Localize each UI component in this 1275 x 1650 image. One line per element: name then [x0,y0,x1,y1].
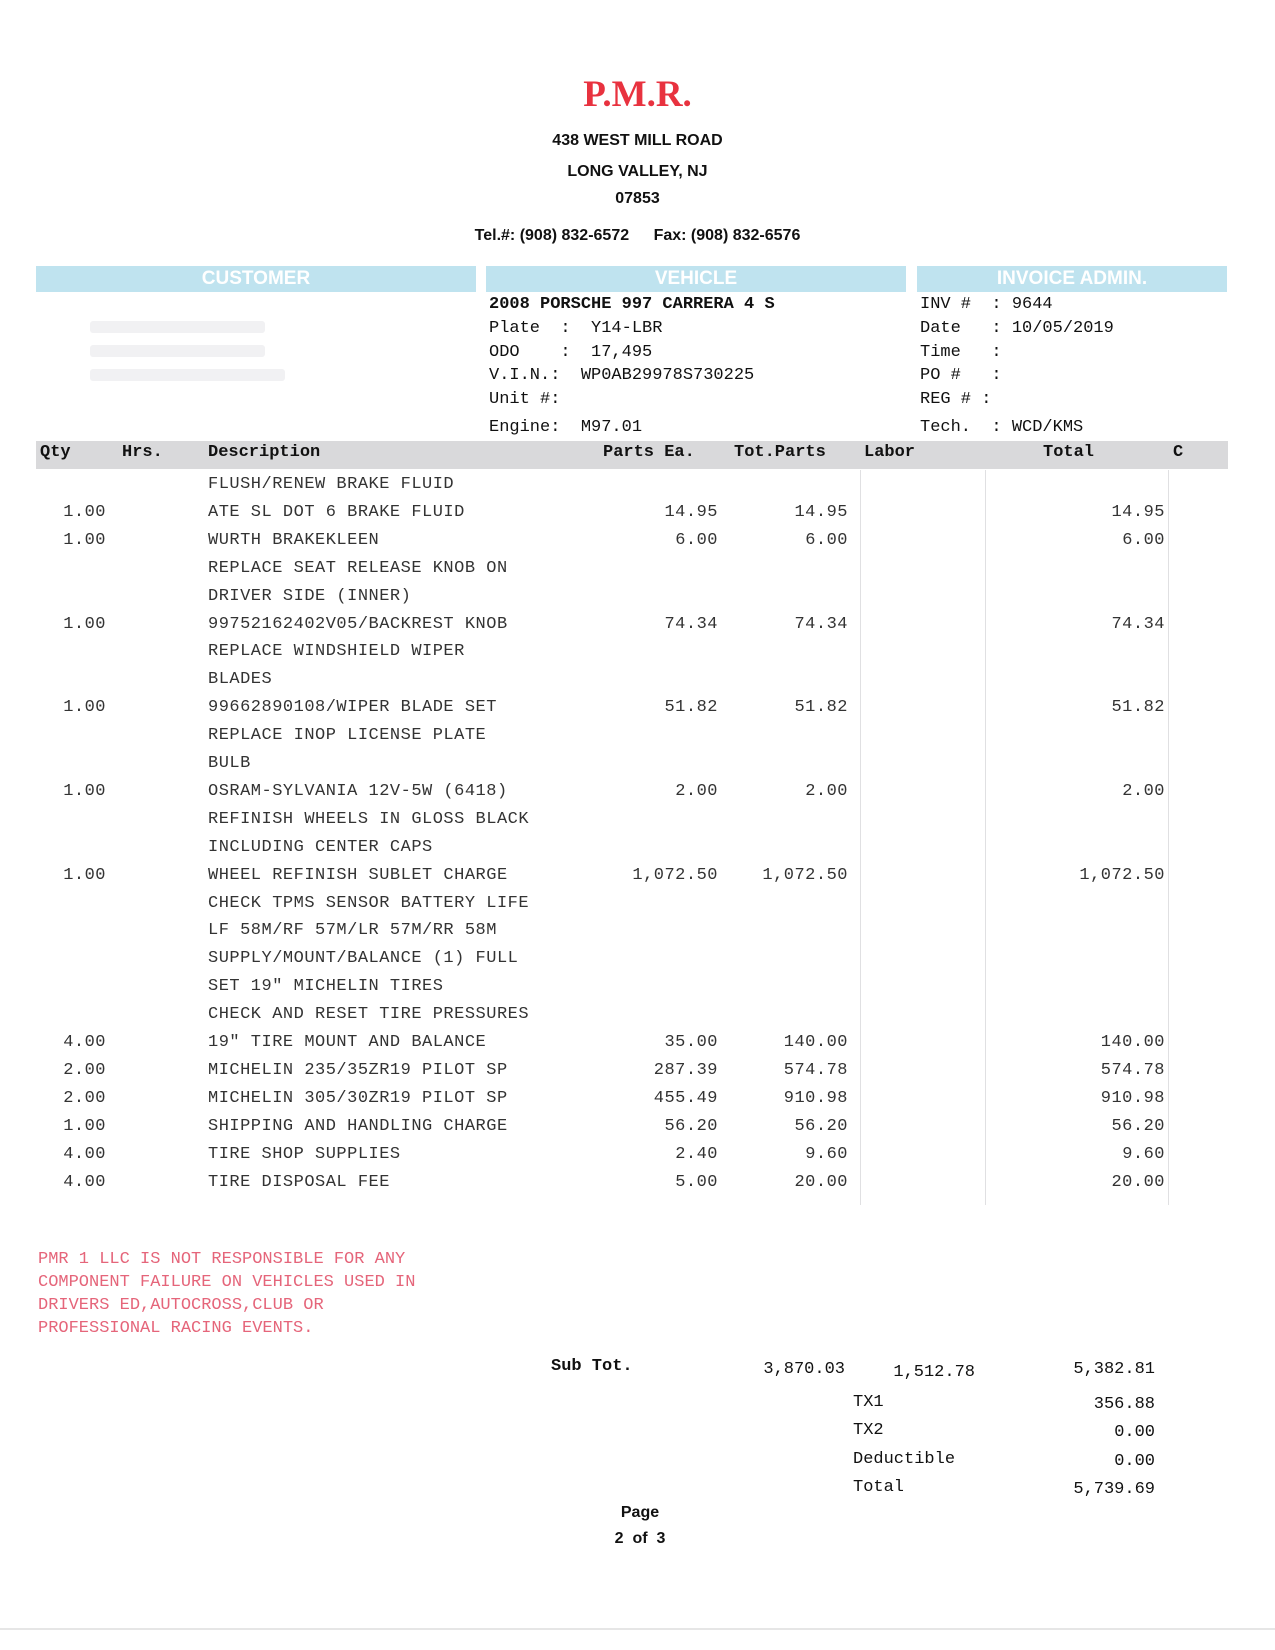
row-description: MICHELIN 235/35ZR19 PILOT SP [208,1061,508,1080]
subtotal-label: Sub Tot. [551,1357,633,1376]
row-parts-each: 287.39 [653,1061,718,1080]
row-qty: 1.00 [63,782,106,801]
row-description: 19" TIRE MOUNT AND BALANCE [208,1033,487,1052]
table-row [0,698,1275,726]
row-description: 99752162402V05/BACKREST KNOB [208,615,508,634]
page-label: Page [620,1504,660,1521]
row-qty: 1.00 [63,503,106,522]
row-description: SUPPLY/MOUNT/BALANCE (1) FULL [208,949,519,968]
table-row [0,503,1275,531]
row-description: WURTH BRAKEKLEEN [208,531,380,550]
redacted-customer-street [90,345,265,357]
row-parts-each: 2.00 [675,782,718,801]
col-description: Description [208,443,321,462]
row-description: LF 58M/RF 57M/LR 57M/RR 58M [208,921,497,940]
subtotal-parts: 3,870.03 [763,1360,845,1379]
table-row [0,642,1275,670]
vehicle-section-header: VEHICLE [486,266,906,292]
row-description: REFINISH WHEELS IN GLOSS BLACK [208,810,530,829]
row-parts-each: 35.00 [664,1033,718,1052]
col-hrs: Hrs. [122,443,163,462]
subtotal-total: 5,382.81 [1073,1360,1155,1379]
table-row [0,670,1275,698]
deductible-value: 0.00 [1114,1452,1155,1471]
row-total: 20.00 [1111,1173,1165,1192]
table-row [0,587,1275,615]
tx1-label: TX1 [853,1393,884,1412]
row-description: FLUSH/RENEW BRAKE FLUID [208,475,455,494]
row-parts-each: 74.34 [664,615,718,634]
vehicle-odometer: ODO : 17,495 [489,343,653,362]
row-total-parts: 14.95 [794,503,848,522]
table-row [0,559,1275,587]
row-total-parts: 6.00 [805,531,848,550]
table-row [0,1033,1275,1061]
vehicle-name: 2008 PORSCHE 997 CARRERA 4 S [489,295,775,314]
col-labor: Labor [864,443,916,462]
customer-section-header: CUSTOMER [36,266,476,292]
page-number: 2 of 3 [614,1530,666,1547]
table-row [0,1089,1275,1117]
row-description: OSRAM-SYLVANIA 12V-5W (6418) [208,782,508,801]
row-qty: 4.00 [63,1173,106,1192]
row-total-parts: 9.60 [805,1145,848,1164]
row-qty: 1.00 [63,1117,106,1136]
row-total-parts: 74.34 [794,615,848,634]
address-line-1: 438 WEST MILL ROAD [552,132,723,149]
row-description: WHEEL REFINISH SUBLET CHARGE [208,866,508,885]
subtotal-labor: 1,512.78 [893,1363,975,1382]
row-parts-each: 5.00 [675,1173,718,1192]
row-total: 74.34 [1111,615,1165,634]
row-qty: 1.00 [63,615,106,634]
deductible-label: Deductible [853,1450,956,1469]
redacted-customer-city [90,369,285,381]
row-qty: 1.00 [63,866,106,885]
table-row [0,977,1275,1005]
row-qty: 2.00 [63,1089,106,1108]
row-description: CHECK TPMS SENSOR BATTERY LIFE [208,894,530,913]
table-row [0,1117,1275,1145]
table-row [0,475,1275,503]
row-total: 1,072.50 [1079,866,1165,885]
row-description: REPLACE WINDSHIELD WIPER [208,642,465,661]
row-description: BULB [208,754,251,773]
row-description: SET 19" MICHELIN TIRES [208,977,444,996]
vehicle-vin: V.I.N.: WP0AB29978S730225 [489,366,755,385]
col-total-parts: Tot.Parts [734,443,826,462]
row-total-parts: 574.78 [783,1061,848,1080]
tx1-value: 356.88 [1093,1395,1155,1414]
table-row [0,1173,1275,1201]
row-total-parts: 51.82 [794,698,848,717]
row-total: 140.00 [1100,1033,1165,1052]
row-qty: 4.00 [63,1033,106,1052]
col-parts-each: Parts Ea. [603,443,695,462]
row-total-parts: 910.98 [783,1089,848,1108]
table-row [0,782,1275,810]
table-row [0,949,1275,977]
disclaimer: PMR 1 LLC IS NOT RESPONSIBLE FOR ANY COMPONENT FAILURE ON VEHICLES USED IN DRIVERS ED,AUTOCROSS,CLUB OR PROFESSIONAL RACING EVENTS. [38,1250,416,1338]
fax: Fax: (908) 832-6576 [653,227,801,244]
invoice-admin-section-header: INVOICE ADMIN. [917,266,1227,292]
redacted-customer-name [90,321,265,333]
phone-line [0,227,1275,245]
invoice-date: Date : 10/05/2019 [920,319,1114,338]
row-description: ATE SL DOT 6 BRAKE FLUID [208,503,465,522]
table-row [0,1061,1275,1089]
table-row [0,810,1275,838]
row-description: MICHELIN 305/30ZR19 PILOT SP [208,1089,508,1108]
address-zip: 07853 [615,190,660,207]
row-description: BLADES [208,670,273,689]
row-description: CHECK AND RESET TIRE PRESSURES [208,1005,530,1024]
row-total-parts: 20.00 [794,1173,848,1192]
row-parts-each: 1,072.50 [632,866,718,885]
row-total: 14.95 [1111,503,1165,522]
row-total-parts: 2.00 [805,782,848,801]
address-line-2: LONG VALLEY, NJ [567,163,708,180]
row-total: 51.82 [1111,698,1165,717]
telephone: Tel.#: (908) 832-6572 [474,227,630,244]
vehicle-engine: Engine: M97.01 [489,418,643,437]
table-row [0,838,1275,866]
invoice-reg: REG # : [920,390,992,409]
row-total-parts: 140.00 [783,1033,848,1052]
row-qty: 1.00 [63,698,106,717]
row-parts-each: 2.40 [675,1145,718,1164]
table-row [0,866,1275,894]
shop-name: P.M.R. [583,74,692,115]
col-c: C [1173,443,1184,462]
row-description: SHIPPING AND HANDLING CHARGE [208,1117,508,1136]
vehicle-plate: Plate : Y14-LBR [489,319,663,338]
row-description: DRIVER SIDE (INNER) [208,587,412,606]
row-description: REPLACE INOP LICENSE PLATE [208,726,487,745]
invoice-po: PO # : [920,366,1002,385]
tx2-label: TX2 [853,1421,884,1440]
row-total: 6.00 [1122,531,1165,550]
row-description: TIRE DISPOSAL FEE [208,1173,390,1192]
row-parts-each: 455.49 [653,1089,718,1108]
row-parts-each: 56.20 [664,1117,718,1136]
table-row [0,1145,1275,1173]
col-qty: Qty [40,443,71,462]
row-parts-each: 14.95 [664,503,718,522]
row-total: 56.20 [1111,1117,1165,1136]
table-row [0,754,1275,782]
row-parts-each: 51.82 [664,698,718,717]
row-total-parts: 56.20 [794,1117,848,1136]
row-total: 2.00 [1122,782,1165,801]
row-qty: 1.00 [63,531,106,550]
row-total: 9.60 [1122,1145,1165,1164]
invoice-tech: Tech. : WCD/KMS [920,418,1084,437]
table-row [0,615,1275,643]
tx2-value: 0.00 [1114,1423,1155,1442]
page-bottom-edge [0,1628,1275,1630]
invoice-time: Time : [920,343,1002,362]
row-parts-each: 6.00 [675,531,718,550]
row-total-parts: 1,072.50 [762,866,848,885]
row-qty: 2.00 [63,1061,106,1080]
table-row [0,921,1275,949]
vehicle-unit: Unit #: [489,390,561,409]
col-total: Total [1043,443,1095,462]
invoice-number: INV # : 9644 [920,295,1053,314]
grand-total-value: 5,739.69 [1073,1480,1155,1499]
table-row [0,726,1275,754]
row-description: 99662890108/WIPER BLADE SET [208,698,497,717]
grand-total-label: Total [853,1478,905,1497]
row-description: TIRE SHOP SUPPLIES [208,1145,401,1164]
row-total: 910.98 [1100,1089,1165,1108]
row-qty: 4.00 [63,1145,106,1164]
row-description: INCLUDING CENTER CAPS [208,838,433,857]
table-row [0,1005,1275,1033]
row-description: REPLACE SEAT RELEASE KNOB ON [208,559,508,578]
table-row [0,894,1275,922]
row-total: 574.78 [1100,1061,1165,1080]
table-row [0,531,1275,559]
